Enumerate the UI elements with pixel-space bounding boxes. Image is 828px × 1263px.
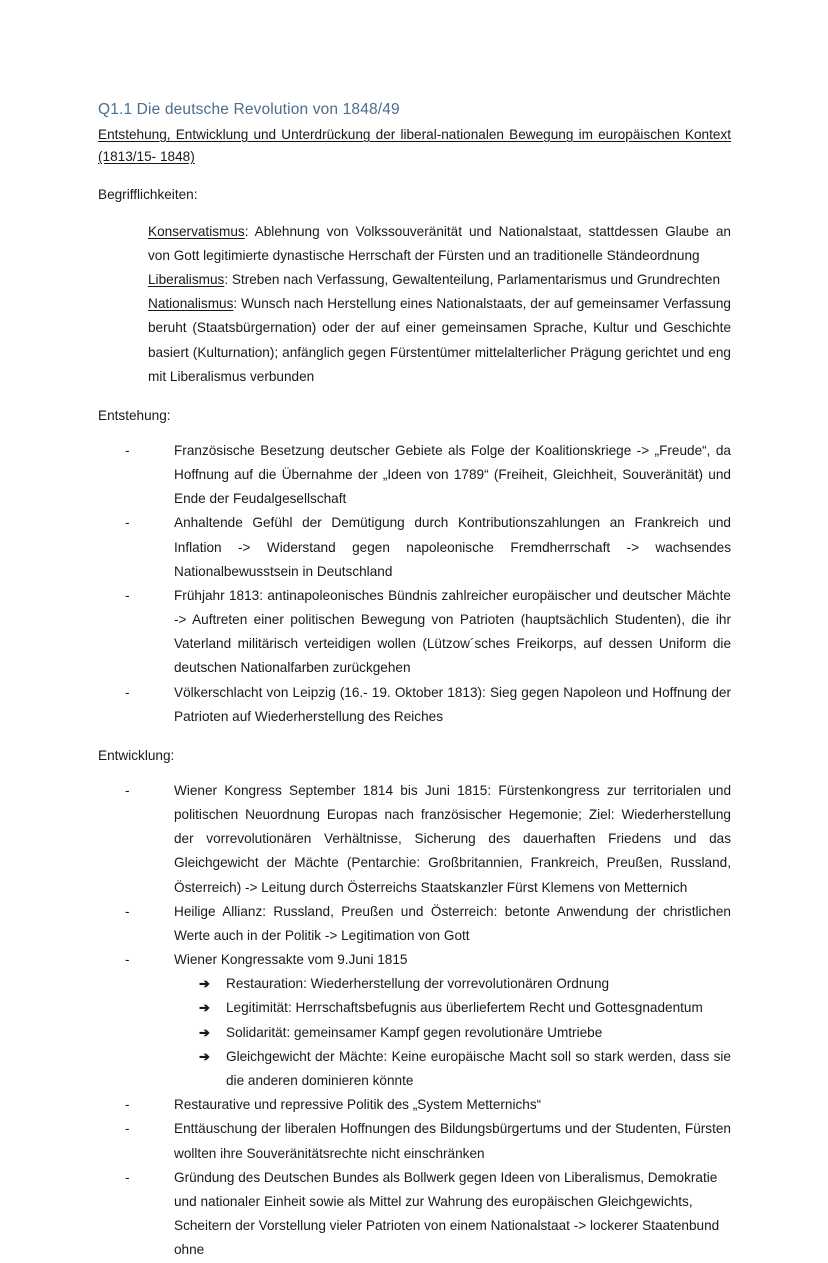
- list-item: [125, 779, 731, 900]
- list-item: [125, 511, 731, 584]
- definition-text: Ablehnung von Volkssouveränität und Nationalstaat, stattdessen Glaube an von Gott legitimierte dynastische Herrschaft der Fürsten und an traditionelle Ständeordnung: [148, 223, 731, 263]
- definition-item: [148, 292, 731, 389]
- list-item: [125, 900, 731, 948]
- list-item: [125, 1166, 731, 1263]
- kongressakte-sublist: [174, 972, 731, 1093]
- dash-bullet-icon: -: [125, 1097, 130, 1113]
- dash-bullet-icon: -: [125, 587, 130, 603]
- definition-term: Nationalismus: [148, 296, 234, 312]
- section-label-entwicklung: Entwicklung:: [98, 748, 175, 764]
- definition-separator: :: [233, 296, 238, 312]
- list-item-text: Enttäuschung der liberalen Hoffnungen des Bildungsbürgertums und der Studenten, Fürsten wollten ihre Souveränitätsrechte nicht einschränken: [174, 1121, 731, 1161]
- definition-item: [148, 268, 731, 292]
- sub-list-item-text: Restauration: Wiederherstellung der vorrevolutionären Ordnung: [226, 976, 610, 992]
- section-label-entstehung: Entstehung:: [98, 408, 171, 424]
- document-subtitle-text: Entstehung, Entwicklung und Unterdrückung der liberal-nationalen Bewegung im europäischen Kontext (1813/15- 1848): [98, 126, 731, 164]
- list-item: [125, 1093, 731, 1117]
- sub-list-item-text: Legitimität: Herrschaftsbefugnis aus überliefertem Recht und Gottesgnadentum: [226, 1000, 703, 1016]
- definition-separator: :: [244, 223, 249, 239]
- sub-list-item: [199, 1021, 731, 1045]
- list-item: [125, 584, 731, 681]
- list-item-text: Wiener Kongress September 1814 bis Juni 1815: Fürstenkongress zur territorialen und politischen Neuordnung Europas nach französischer Hegemonie; Ziel: Wiederherstellung der vorrevolutionären Verhältnisse, Sicherung des dauerhaften Friedens und das Gleichgewicht der Mächte (Pentarchie: Großbritannien, Frankreich, Preußen, Russland, Österreich) -> Leitung durch Österreichs Staatskanzler Fürst Klemens von Metternich: [174, 782, 731, 895]
- arrow-right-icon: ➔: [199, 1000, 210, 1016]
- definition-term: Konservatismus: [148, 223, 245, 239]
- sub-list-item-text: Solidarität: gemeinsamer Kampf gegen revolutionäre Umtriebe: [226, 1024, 603, 1040]
- list-item-text: Französische Besetzung deutscher Gebiete als Folge der Koalitionskriege -> „Freude“, da Hoffnung auf die Übernahme der „Ideen von 1789“ (Freiheit, Gleichheit, Souveränität) und Ende der Feudalgesellschaft: [174, 442, 731, 507]
- sub-list-item: [199, 996, 731, 1020]
- list-item-text: Anhaltende Gefühl der Demütigung durch Kontributionszahlungen an Frankreich und Inflation -> Widerstand gegen napoleonische Fremdherrschaft -> wachsendes Nationalbewusstsein in Deutschland: [174, 515, 731, 579]
- sub-list-item-text: Gleichgewicht der Mächte: Keine europäische Macht soll so stark werden, dass sie die anderen dominieren könnte: [226, 1048, 731, 1089]
- page-title: Q1.1 Die deutsche Revolution von 1848/49: [98, 101, 400, 118]
- section-label-begrifflichkeiten: Begrifflichkeiten:: [98, 186, 198, 202]
- dash-bullet-icon: -: [125, 1169, 130, 1185]
- definition-item: [148, 220, 731, 268]
- definition-text: Streben nach Verfassung, Gewaltenteilung, Parlamentarismus und Grundrechten: [228, 272, 721, 288]
- sub-list-item: [199, 972, 731, 996]
- definition-text: Wunsch nach Herstellung eines Nationalstaats, der auf gemeinsamer Verfassung beruht (Staatsbürgernation) oder der auf einer gemeinsamen Sprache, Kultur und Geschichte basiert (Kulturnation); anfänglich gegen Fürstentümer mittelalterlicher Prägung gerichtet und eng mit Liberalismus verbunden: [148, 296, 731, 384]
- arrow-right-icon: ➔: [199, 1024, 210, 1040]
- list-item-text: Gründung des Deutschen Bundes als Bollwerk gegen Ideen von Liberalismus, Demokratie und nationaler Einheit sowie als Mittel zur Wahrung des europäischen Gleichgewichts, Scheitern der Vorstellung vieler Patrioten von einem Nationalstaat -> lockerer Staatenbund ohne: [174, 1169, 720, 1258]
- dash-bullet-icon: -: [125, 903, 130, 919]
- list-item-text: Frühjahr 1813: antinapoleonisches Bündnis zahlreicher europäischer und deutscher Mächte -> Auftreten einer politischen Bewegung von Patrioten (hauptsächlich Studenten), die ihr Vaterland militärisch verteidigen wollen (Lützow´sches Freikorps, auf dessen Uniform die deutschen Nationalfarben zurückgehen: [174, 587, 731, 676]
- document-subtitle: [98, 124, 731, 168]
- dash-bullet-icon: -: [125, 782, 130, 798]
- dash-bullet-icon: -: [125, 684, 130, 700]
- definition-block: [148, 220, 731, 389]
- list-item-text: Restaurative und repressive Politik des „System Metternichs“: [174, 1097, 542, 1113]
- document-content: [98, 100, 731, 1263]
- sub-list-item: [199, 1045, 731, 1093]
- entstehung-list: [98, 439, 731, 729]
- dash-bullet-icon: -: [125, 442, 130, 458]
- list-item-text: Völkerschlacht von Leipzig (16.- 19. Oktober 1813): Sieg gegen Napoleon und Hoffnung der Patrioten auf Wiederherstellung des Reiches: [174, 684, 731, 724]
- dash-bullet-icon: -: [125, 515, 130, 531]
- list-item: [125, 439, 731, 512]
- arrow-right-icon: ➔: [199, 1048, 210, 1064]
- list-item-text: Heilige Allianz: Russland, Preußen und Österreich: betonte Anwendung der christlichen Werte auch in der Politik -> Legitimation von Gott: [174, 903, 731, 943]
- definition-term: Liberalismus: [148, 272, 225, 288]
- list-item-text: Wiener Kongressakte vom 9.Juni 1815: [174, 952, 408, 968]
- arrow-right-icon: ➔: [199, 976, 210, 992]
- dash-bullet-icon: -: [125, 1121, 130, 1137]
- definition-separator: :: [224, 272, 229, 288]
- dash-bullet-icon: -: [125, 952, 130, 968]
- entwicklung-list: [98, 779, 731, 1263]
- list-item: [125, 681, 731, 729]
- list-item: [125, 948, 731, 1093]
- list-item: [125, 1117, 731, 1165]
